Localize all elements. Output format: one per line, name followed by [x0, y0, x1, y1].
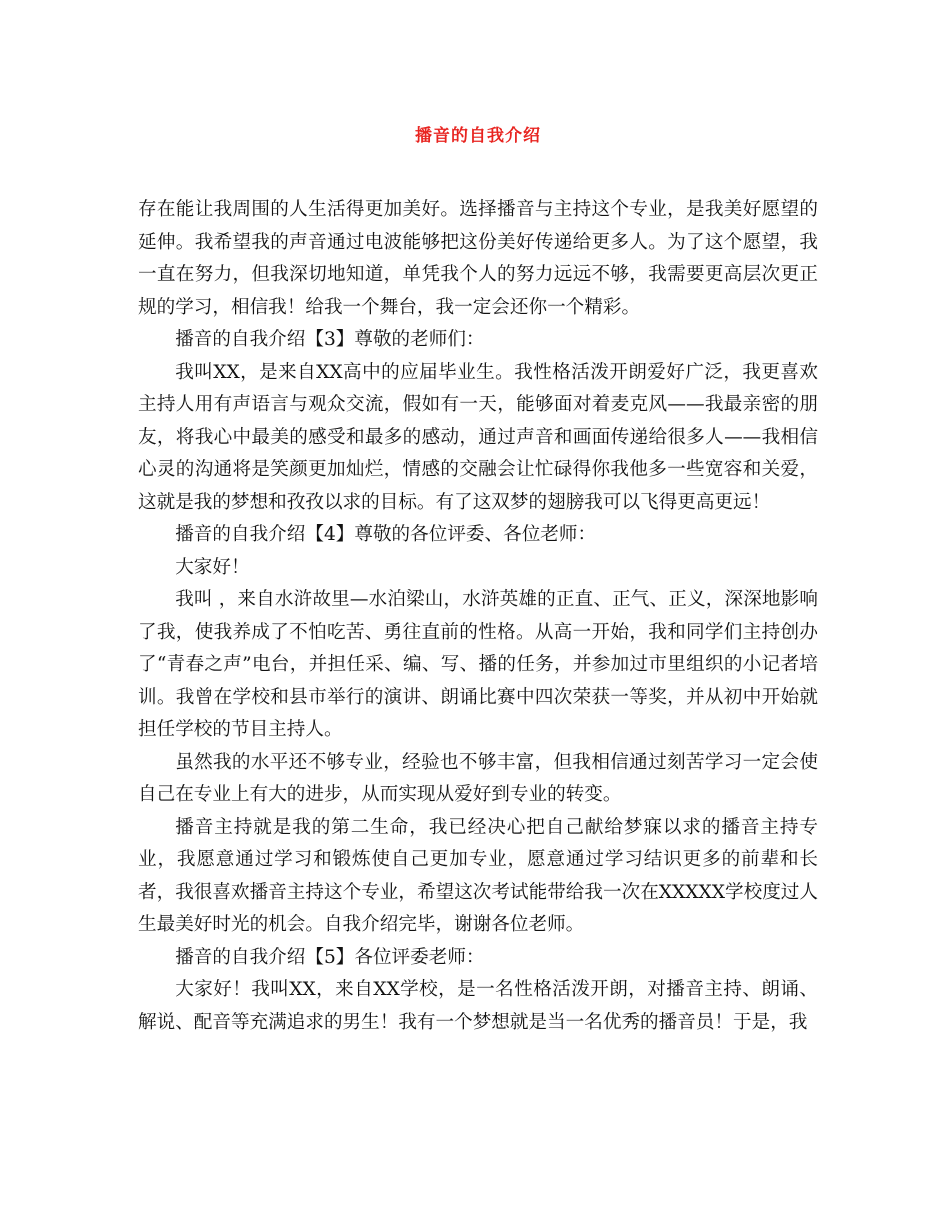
paragraph: 播音主持就是我的第二生命，我已经决心把自己献给梦寐以求的播音主持专业，我愿意通过学习和锻炼使自己更加专业，愿意通过学习结识更多的前辈和长者，我很喜欢播音主持这个专业，希望这次考试能带给我一次在XXXXX学校度过人生最美好时光的机会。自我介绍完毕，谢谢各位老师。 — [138, 816, 818, 935]
paragraph-continuation: 存在能让我周围的人生活得更加美好。选择播音与主持这个专业，是我美好愿望的延伸。我希望我的声音通过电波能够把这份美好传递给更多人。为了这个愿望，我一直在努力，但我深切地知道，单凭我个人的努力远远不够，我需要更高层次更正规的学习，相信我！给我一个舞台，我一定会还你一个精彩。 — [138, 199, 818, 318]
paragraph: 我叫XX，是来自XX高中的应届毕业生。我性格活泼开朗爱好广泛，我更喜欢主持人用有声语言与观众交流，假如有一天，能够面对着麦克风——我最亲密的朋友，将我心中最美的感受和最多的感动，通过声音和画面传递给很多人——我相信心灵的沟通将是笑颜更加灿烂，情感的交融会让忙碌得你我他多一些宽容和关爱，这就是我的梦想和孜孜以求的目标。有了这双梦的翅膀我可以飞得更高更远！ — [138, 361, 818, 513]
document-body — [138, 194, 818, 1039]
paragraph: 虽然我的水平还不够专业，经验也不够丰富，但我相信通过刻苦学习一定会使自己在专业上有大的进步，从而实现从爱好到专业的转变。 — [138, 751, 818, 805]
paragraph: 我叫 ，来自水浒故里—水泊梁山，水浒英雄的正直、正气、正义，深深地影响了我，使我养成了不怕吃苦、勇往直前的性格。从高一开始，我和同学们主持创办了“青春之声”电台，并担任采、编、写、播的任务，并参加过市里组织的小记者培训。我曾在学校和县市举行的演讲、朗诵比赛中四次荣获一等奖，并从初中开始就担任学校的节目主持人。 — [138, 589, 818, 740]
greeting-line: 大家好！ — [175, 556, 250, 578]
paragraph: 大家好！我叫XX，来自XX学校，是一名性格活泼开朗，对播音主持、朗诵、解说、配音等充满追求的男生！我有一个梦想就是当一名优秀的播音员！于是，我 — [138, 979, 818, 1033]
section-heading-5: 播音的自我介绍【5】各位评委老师： — [175, 946, 485, 968]
document-title: 播音的自我介绍 — [415, 126, 541, 146]
section-heading-4: 播音的自我介绍【4】尊敬的各位评委、各位老师： — [175, 524, 597, 545]
section-heading-3: 播音的自我介绍【3】尊敬的老师们： — [175, 329, 485, 350]
